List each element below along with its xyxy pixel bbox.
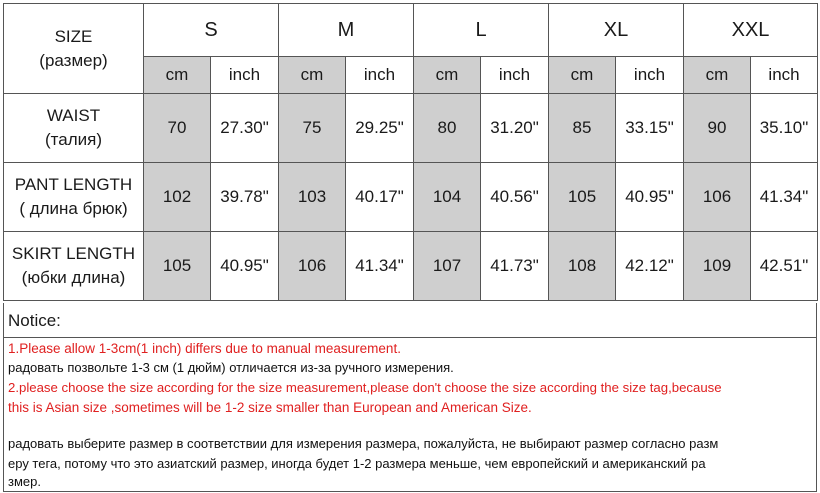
table-row-pant-length (4, 163, 818, 232)
row-label-ru: (талия) (45, 130, 102, 149)
unit-cm: cm (549, 57, 616, 94)
cell-inch: 42.12" (616, 232, 684, 301)
cell-cm: 105 (144, 232, 211, 301)
cell-cm: 109 (684, 232, 751, 301)
size-l-header: L (414, 4, 549, 57)
cell-cm: 105 (549, 163, 616, 232)
size-table (3, 3, 818, 301)
row-label-ru: ( длина брюк) (19, 199, 128, 218)
unit-cm: cm (144, 57, 211, 94)
size-label-cell (4, 4, 144, 94)
row-label-ru: (юбки длина) (21, 268, 126, 287)
notice-divider (4, 337, 816, 338)
unit-inch: inch (616, 57, 684, 94)
row-label-en: SKIRT LENGTH (11, 244, 136, 263)
notice-line2-en-b: this is Asian size ,sometimes will be 1-2 size smaller than European and American Size. (8, 400, 532, 415)
cell-inch: 33.15" (616, 94, 684, 163)
cell-cm: 104 (414, 163, 481, 232)
cell-inch: 40.95" (616, 163, 684, 232)
size-label-ru: (размер) (39, 50, 108, 70)
notice-line1-en: 1.Please allow 1-3cm(1 inch) differs due to manual measurement. (8, 341, 401, 356)
notice-line2-en-a: 2.please choose the size according for the size measurement,please don't choose the size according the size tag,because (8, 380, 722, 395)
unit-cm: cm (279, 57, 346, 94)
row-label-skirt-length (4, 232, 144, 301)
notice-title: Notice: (8, 311, 61, 330)
cell-inch: 40.56" (481, 163, 549, 232)
notice-line2-ru-b: еру тега, потому что это азиатский размер, иногда будет 1-2 размера меньше, чем европейский и американский ра (8, 456, 706, 471)
size-xl-header: XL (549, 4, 684, 57)
cell-inch: 41.34" (751, 163, 818, 232)
row-label-pant-length (4, 163, 144, 232)
cell-cm: 106 (279, 232, 346, 301)
table-row-waist (4, 94, 818, 163)
cell-cm: 75 (279, 94, 346, 163)
size-m-header: M (279, 4, 414, 57)
cell-inch: 31.20" (481, 94, 549, 163)
notice-line1-ru: радовать позвольте 1-3 см (1 дюйм) отличается из-за ручного измерения. (8, 360, 454, 375)
cell-cm: 106 (684, 163, 751, 232)
cell-cm: 107 (414, 232, 481, 301)
table-row-skirt-length (4, 232, 818, 301)
unit-cm: cm (414, 57, 481, 94)
notice-line2-ru-c: змер. (8, 474, 41, 489)
cell-cm: 90 (684, 94, 751, 163)
unit-cm: cm (684, 57, 751, 94)
size-header-row (4, 4, 818, 57)
cell-inch: 41.34" (346, 232, 414, 301)
row-label-en: WAIST (46, 106, 101, 125)
row-label-en: PANT LENGTH (14, 175, 133, 194)
cell-cm: 102 (144, 163, 211, 232)
unit-inch: inch (211, 57, 279, 94)
cell-inch: 27.30" (211, 94, 279, 163)
cell-cm: 85 (549, 94, 616, 163)
cell-cm: 108 (549, 232, 616, 301)
size-xxl-header: XXL (684, 4, 818, 57)
cell-inch: 35.10" (751, 94, 818, 163)
unit-inch: inch (481, 57, 549, 94)
cell-inch: 39.78" (211, 163, 279, 232)
notice-line2-ru-a: радовать выберите размер в соответствии для измерения размера, пожалуйста, не выбирают размер согласно разм (8, 436, 719, 451)
size-label-en: SIZE (54, 26, 93, 46)
cell-inch: 40.17" (346, 163, 414, 232)
cell-cm: 80 (414, 94, 481, 163)
cell-inch: 42.51" (751, 232, 818, 301)
size-s-header: S (144, 4, 279, 57)
cell-inch: 40.95" (211, 232, 279, 301)
notice-box (3, 303, 817, 492)
cell-inch: 41.73" (481, 232, 549, 301)
unit-inch: inch (751, 57, 818, 94)
unit-inch: inch (346, 57, 414, 94)
cell-cm: 103 (279, 163, 346, 232)
cell-cm: 70 (144, 94, 211, 163)
cell-inch: 29.25" (346, 94, 414, 163)
row-label-waist (4, 94, 144, 163)
